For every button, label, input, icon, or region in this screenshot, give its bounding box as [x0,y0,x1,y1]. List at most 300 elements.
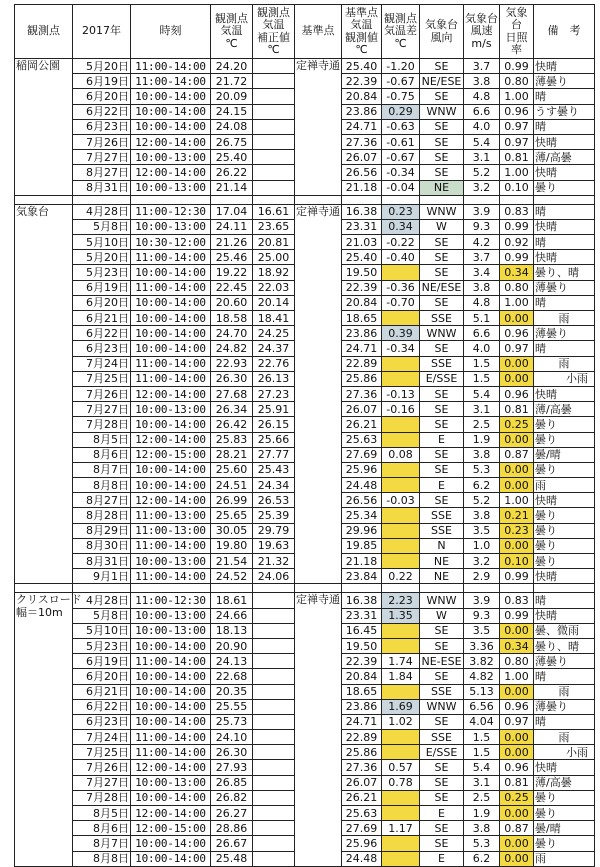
corrected-temp-cell: 24.37 [253,341,295,356]
base-value-cell: 22.39 [342,654,382,669]
corrected-temp-cell [253,150,295,165]
wind-speed-cell: 3.7 [464,59,500,74]
date-cell: 7月27日 [73,402,131,417]
weather-note-cell: 曇、微雨 [534,623,595,638]
temp-cell: 20.60 [211,295,253,310]
temp-diff-cell [382,265,420,280]
temp-diff-cell [382,730,420,745]
date-cell: 8月31日 [73,180,131,195]
date-cell: 6月22日 [73,699,131,714]
temp-diff-cell [382,554,420,569]
temp-cell: 22.93 [211,356,253,371]
time-cell: 11:00-13:00 [131,508,211,523]
date-cell: 7月26日 [73,386,131,401]
temp-diff-cell [382,538,420,553]
temp-cell: 25.48 [211,851,253,866]
wind-speed-cell: 4.8 [464,89,500,104]
sunshine-rate-cell: 0.00 [500,356,534,371]
temp-cell: 24.70 [211,326,253,341]
observation-table [14,4,595,867]
wind-direction-cell: E [420,478,464,493]
site-name: 気象台 [16,204,49,218]
time-cell: 10:00-14:00 [131,638,211,653]
corrected-temp-cell: 27.23 [253,386,295,401]
weather-note-cell: 薄曇り [534,326,595,341]
header-bval-unit: ℃ [355,43,368,56]
sunshine-rate-cell: 0.96 [500,760,534,775]
wind-speed-cell: 1.5 [464,745,500,760]
time-cell: 11:00-14:00 [131,59,211,74]
wind-direction-cell: SE [420,250,464,265]
corrected-temp-cell [253,119,295,134]
header-corr-unit: ℃ [267,43,280,56]
wind-speed-cell: 3.1 [464,402,500,417]
wind-speed-cell: 6.2 [464,851,500,866]
separator-cell [500,584,534,593]
wind-direction-cell: SSE [420,730,464,745]
wind-speed-cell: 1.9 [464,806,500,821]
temp-cell: 24.82 [211,341,253,356]
weather-note-cell: 晴 [534,669,595,684]
weather-note-cell: 快晴 [534,760,595,775]
sunshine-rate-cell: 0.99 [500,219,534,234]
date-cell: 7月28日 [73,790,131,805]
sunshine-rate-cell: 0.21 [500,508,534,523]
date-cell: 8月8日 [73,851,131,866]
sunshine-rate-cell: 0.10 [500,554,534,569]
header-wind-speed [464,5,500,59]
base-value-cell: 26.21 [342,417,382,432]
temp-cell: 26.27 [211,806,253,821]
temp-cell: 21.54 [211,554,253,569]
temp-cell: 24.11 [211,219,253,234]
temp-cell: 24.52 [211,569,253,584]
sunshine-rate-cell: 0.00 [500,538,534,553]
date-cell: 6月23日 [73,341,131,356]
temp-cell: 21.72 [211,74,253,89]
base-value-cell: 27.69 [342,447,382,462]
time-cell: 10:00-14:00 [131,341,211,356]
temp-cell: 18.13 [211,623,253,638]
weather-note-cell: 晴 [534,235,595,250]
wind-direction-cell: SE [420,836,464,851]
site-name: クリスロード [16,593,82,607]
corrected-temp-cell [253,775,295,790]
header-corr-line: 観測点 [257,5,290,19]
sunshine-rate-cell: 0.83 [500,204,534,219]
base-value-cell: 24.71 [342,714,382,729]
site-name-cell [15,204,73,584]
separator-cell [500,195,534,204]
temp-cell: 21.14 [211,180,253,195]
wind-direction-cell: SE [420,134,464,149]
temp-diff-cell: -0.67 [382,150,420,165]
date-cell: 7月27日 [73,775,131,790]
temp-cell: 28.21 [211,447,253,462]
base-value-cell: 18.65 [342,684,382,699]
corrected-temp-cell [253,165,295,180]
time-cell: 12:00-14:00 [131,165,211,180]
sunshine-rate-cell: 0.00 [500,462,534,477]
header-row [15,5,595,59]
wind-direction-cell: E/SSE [420,745,464,760]
time-cell: 12:00-14:00 [131,386,211,401]
base-value-cell: 16.38 [342,593,382,608]
time-cell: 11:00-13:00 [131,523,211,538]
header-wind-dir [420,5,464,59]
sunshine-rate-cell: 0.99 [500,608,534,623]
time-cell: 12:00-14:00 [131,760,211,775]
header-diff-unit: ℃ [394,36,407,50]
weather-note-cell: うす曇り [534,104,595,119]
base-value-cell: 23.31 [342,219,382,234]
header-bval-line: 観測値 [345,30,378,44]
sunshine-rate-cell: 0.00 [500,836,534,851]
weather-note-cell: 晴 [534,119,595,134]
temp-cell: 25.83 [211,432,253,447]
corrected-temp-cell: 29.79 [253,523,295,538]
temp-diff-cell: -0.13 [382,386,420,401]
header-bval-line: 基準点 [345,5,378,19]
temp-diff-cell [382,745,420,760]
time-cell: 10:00-14:00 [131,104,211,119]
base-value-cell: 23.86 [342,104,382,119]
base-value-cell: 25.40 [342,59,382,74]
temp-diff-cell [382,417,420,432]
sunshine-rate-cell: 0.99 [500,59,534,74]
temp-diff-cell: -0.36 [382,280,420,295]
base-value-cell: 25.96 [342,836,382,851]
temp-cell: 20.90 [211,638,253,653]
wind-direction-cell: SE [420,714,464,729]
temp-diff-cell: 1.69 [382,699,420,714]
weather-note-cell: 曇り [534,417,595,432]
time-cell: 11:00-14:00 [131,654,211,669]
separator-cell [295,195,342,204]
header-sun-line: 日照率 [505,30,528,56]
wind-direction-cell: NE [420,569,464,584]
date-cell: 6月23日 [73,119,131,134]
sunshine-rate-cell: 0.00 [500,851,534,866]
base-value-cell: 21.03 [342,235,382,250]
weather-note-cell: 快晴 [534,493,595,508]
temp-diff-cell: 0.22 [382,569,420,584]
wind-speed-cell: 4.8 [464,295,500,310]
date-cell: 7月26日 [73,760,131,775]
weather-note-cell: 快晴 [534,219,595,234]
weather-note-cell: 薄曇り [534,654,595,669]
date-cell: 8月28日 [73,508,131,523]
base-value-cell: 27.69 [342,821,382,836]
corrected-temp-cell [253,638,295,653]
corrected-temp-cell [253,89,295,104]
wind-speed-cell: 5.2 [464,165,500,180]
separator-cell [253,584,295,593]
wind-speed-cell: 4.0 [464,341,500,356]
weather-note-cell: 晴 [534,295,595,310]
time-cell: 10:00-14:00 [131,326,211,341]
wind-speed-cell: 3.8 [464,508,500,523]
wind-speed-cell: 2.5 [464,417,500,432]
weather-note-cell: 雨 [534,684,595,699]
weather-note-cell: 曇り [534,806,595,821]
time-cell: 11:00-14:00 [131,538,211,553]
temp-diff-cell [382,356,420,371]
base-value-cell: 25.86 [342,371,382,386]
wind-direction-cell: SE [420,59,464,74]
base-value-cell: 23.86 [342,699,382,714]
wind-direction-cell: SE [420,447,464,462]
corrected-temp-cell: 22.03 [253,280,295,295]
wind-speed-cell: 3.1 [464,775,500,790]
wind-speed-cell: 3.8 [464,447,500,462]
separator-cell [15,195,73,204]
temp-diff-cell: -0.34 [382,341,420,356]
time-cell: 10:00-14:00 [131,851,211,866]
wind-direction-cell: SE [420,119,464,134]
corrected-temp-cell [253,745,295,760]
temp-diff-cell: 1.84 [382,669,420,684]
separator-cell [73,195,131,204]
time-cell: 10:00-13:00 [131,608,211,623]
header-diff [382,5,420,59]
corrected-temp-cell [253,74,295,89]
sunshine-rate-cell: 0.80 [500,280,534,295]
date-cell: 6月20日 [73,669,131,684]
sunshine-rate-cell: 0.00 [500,478,534,493]
date-cell: 4月28日 [73,593,131,608]
temp-diff-cell: -0.70 [382,295,420,310]
corrected-temp-cell [253,836,295,851]
wind-speed-cell: 3.5 [464,623,500,638]
sunshine-rate-cell: 1.00 [500,295,534,310]
sunshine-rate-cell: 0.81 [500,775,534,790]
wind-speed-cell: 4.82 [464,669,500,684]
header-base-value [342,5,382,59]
temp-cell: 24.13 [211,654,253,669]
weather-note-cell: 雨 [534,730,595,745]
header-temp-line: 観測点 [215,11,248,25]
temp-cell: 22.68 [211,669,253,684]
temp-diff-cell: -0.22 [382,235,420,250]
weather-note-cell: 快晴 [534,250,595,265]
wind-direction-cell: N [420,538,464,553]
site-name-cell [15,593,82,866]
weather-note-cell: 快晴 [534,59,595,74]
wind-direction-cell: WNW [420,204,464,219]
header-temp-unit: ℃ [225,36,238,50]
base-value-cell: 26.56 [342,493,382,508]
base-value-cell: 26.07 [342,150,382,165]
temp-cell: 26.85 [211,775,253,790]
date-cell: 8月7日 [73,462,131,477]
wind-direction-cell: NE/ESE [420,74,464,89]
base-value-cell: 22.89 [342,730,382,745]
base-value-cell: 20.84 [342,669,382,684]
temp-cell: 19.22 [211,265,253,280]
header-time: 時刻 [131,5,211,59]
date-cell: 8月8日 [73,478,131,493]
date-cell: 9月1日 [73,569,131,584]
temp-cell: 26.30 [211,371,253,386]
temp-cell: 26.67 [211,836,253,851]
wind-direction-cell: NE-ESE [421,654,462,668]
weather-note-cell: 曇/晴 [534,821,595,836]
corrected-temp-cell: 18.41 [253,311,295,326]
date-cell: 5月23日 [73,638,131,653]
time-cell: 10:00-14:00 [131,462,211,477]
time-cell: 10:00-14:00 [131,836,211,851]
wind-speed-cell: 5.13 [464,684,500,699]
temp-diff-cell: 0.39 [382,326,420,341]
temp-cell: 26.34 [211,402,253,417]
temp-diff-cell: -0.34 [382,165,420,180]
corrected-temp-cell: 25.43 [253,462,295,477]
sunshine-rate-cell: 0.99 [500,250,534,265]
corrected-temp-cell [253,790,295,805]
header-bval-line: 気温 [350,18,373,31]
sunshine-rate-cell: 0.80 [500,74,534,89]
corrected-temp-cell [253,806,295,821]
header-wdir-line: 風向 [430,30,453,44]
time-cell: 10:00-14:00 [131,684,211,699]
weather-note-cell: 薄/高曇 [534,150,595,165]
date-cell: 7月24日 [73,356,131,371]
temp-diff-cell [382,836,420,851]
time-cell: 10:00-14:00 [131,89,211,104]
temp-diff-cell: 1.17 [382,821,420,836]
wind-speed-cell: 2.9 [464,569,500,584]
time-cell: 11:00-14:00 [131,250,211,265]
wind-direction-cell: SE [420,462,464,477]
sunshine-rate-cell: 0.97 [500,119,534,134]
wind-direction-cell: SE [420,623,464,638]
temp-diff-cell [382,523,420,538]
wind-speed-cell: 3.8 [464,821,500,836]
corrected-temp-cell [253,59,295,74]
corrected-temp-cell: 26.13 [253,371,295,386]
separator-cell [342,195,382,204]
date-cell: 6月21日 [73,684,131,699]
date-cell: 5月10日 [73,235,131,250]
separator-cell [534,195,595,204]
sunshine-rate-cell: 0.92 [500,235,534,250]
header-temp [211,5,253,59]
wind-speed-cell: 5.4 [464,386,500,401]
temp-cell: 18.61 [211,593,253,608]
temp-cell: 26.22 [211,165,253,180]
corrected-temp-cell [253,714,295,729]
base-value-cell: 26.07 [342,402,382,417]
wind-speed-cell: 3.9 [464,204,500,219]
separator-cell [131,195,211,204]
wind-direction-cell: SSE [420,523,464,538]
corrected-temp-cell: 25.91 [253,402,295,417]
temp-cell: 24.15 [211,104,253,119]
temp-cell: 20.09 [211,89,253,104]
wind-speed-cell: 9.3 [464,219,500,234]
temp-cell: 25.60 [211,462,253,477]
weather-note-cell: 快晴 [534,569,595,584]
temp-diff-cell: -0.67 [382,74,420,89]
base-point-cell: 定禅寺通 [295,593,342,866]
separator-cell [464,195,500,204]
header-wspd-line: 気象台 [465,11,498,25]
wind-direction-cell: SE [420,386,464,401]
temp-cell: 25.46 [211,250,253,265]
date-cell: 7月24日 [73,730,131,745]
wind-speed-cell: 5.4 [464,134,500,149]
temp-cell: 27.68 [211,386,253,401]
date-cell: 8月30日 [73,538,131,553]
date-cell: 5月10日 [73,623,131,638]
temp-diff-cell: -1.20 [382,59,420,74]
wind-direction-cell: W [420,608,464,623]
sunshine-rate-cell: 0.10 [500,180,534,195]
date-cell: 6月20日 [73,89,131,104]
weather-note-cell: 雨 [534,478,595,493]
date-cell: 8月27日 [73,493,131,508]
temp-diff-cell: 1.02 [382,714,420,729]
wind-speed-cell: 3.2 [464,554,500,569]
sunshine-rate-cell: 0.00 [500,432,534,447]
weather-note-cell: 曇り [534,554,595,569]
time-cell: 10:00-13:00 [131,775,211,790]
base-value-cell: 20.84 [342,295,382,310]
date-cell: 8月6日 [73,821,131,836]
corrected-temp-cell: 26.53 [253,493,295,508]
time-cell: 10:00-13:00 [131,180,211,195]
wind-direction-cell: SE [420,165,464,180]
date-cell: 5月8日 [73,608,131,623]
separator-cell [464,584,500,593]
sunshine-rate-cell: 0.97 [500,714,534,729]
weather-note-cell: 晴 [534,204,595,219]
time-cell: 12:00-15:00 [131,821,211,836]
separator-cell [211,584,253,593]
sunshine-rate-cell: 0.97 [500,341,534,356]
weather-note-cell: 曇り [534,432,595,447]
sunshine-rate-cell: 0.87 [500,821,534,836]
temp-diff-cell: 1.35 [382,608,420,623]
temp-cell: 20.35 [211,684,253,699]
site-name: 稲岡公園 [16,59,60,72]
date-cell: 5月8日 [73,219,131,234]
temp-diff-cell [382,790,420,805]
date-cell: 8月6日 [73,447,131,462]
separator-cell [211,195,253,204]
wind-speed-cell: 3.9 [464,593,500,608]
date-cell: 6月21日 [73,311,131,326]
separator-cell [382,195,420,204]
temp-diff-cell: 0.78 [382,775,420,790]
table-body [15,59,595,867]
weather-note-cell: 薄曇り [534,699,595,714]
base-value-cell: 25.96 [342,462,382,477]
wind-direction-cell: E [420,851,464,866]
wind-speed-cell: 2.5 [464,790,500,805]
sunshine-rate-cell: 1.00 [500,89,534,104]
weather-note-cell: 曇り [534,508,595,523]
corrected-temp-cell [253,654,295,669]
wind-direction-cell: E/SSE [420,371,464,386]
sunshine-rate-cell: 0.00 [500,623,534,638]
weather-note-cell: 薄/高曇 [534,775,595,790]
header-wspd-unit: m/s [471,36,492,50]
header-corr-line: 補正値 [257,30,290,44]
base-value-cell: 21.18 [342,554,382,569]
corrected-temp-cell [253,821,295,836]
